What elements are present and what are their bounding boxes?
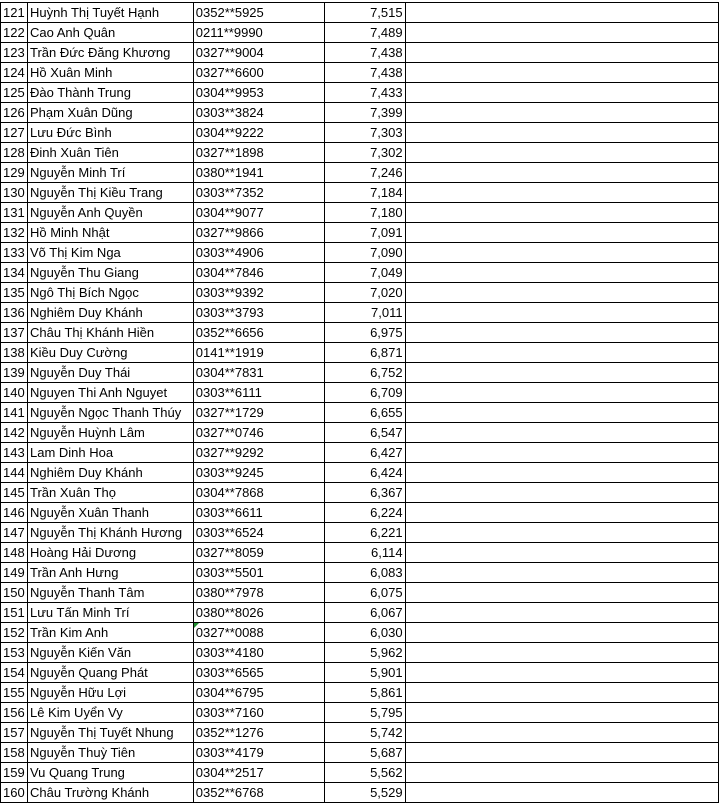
cell-phone[interactable]: 0304**7846 bbox=[193, 263, 324, 283]
cell-stt[interactable]: 144 bbox=[1, 463, 28, 483]
cell-stt[interactable]: 138 bbox=[1, 343, 28, 363]
cell-score[interactable]: 6,655 bbox=[324, 403, 405, 423]
cell-score[interactable]: 7,049 bbox=[324, 263, 405, 283]
table-row bbox=[1, 503, 719, 523]
cell-empty[interactable] bbox=[405, 603, 718, 623]
cell-stt[interactable]: 159 bbox=[1, 763, 28, 783]
cell-phone[interactable]: 0352**6768 bbox=[193, 783, 324, 803]
cell-empty[interactable] bbox=[405, 183, 718, 203]
cell-phone[interactable]: 0327**8059 bbox=[193, 543, 324, 563]
cell-stt[interactable]: 129 bbox=[1, 163, 28, 183]
cell-score[interactable]: 7,438 bbox=[324, 43, 405, 63]
cell-empty[interactable] bbox=[405, 683, 718, 703]
cell-phone[interactable]: 0327**0088 bbox=[193, 623, 324, 643]
cell-name[interactable]: Đinh Xuân Tiên bbox=[27, 143, 193, 163]
cell-stt[interactable]: 132 bbox=[1, 223, 28, 243]
cell-phone[interactable]: 0303**6611 bbox=[193, 503, 324, 523]
cell-score[interactable]: 5,687 bbox=[324, 743, 405, 763]
cell-phone[interactable]: 0303**4179 bbox=[193, 743, 324, 763]
cell-phone[interactable]: 0303**3824 bbox=[193, 103, 324, 123]
cell-name[interactable]: Cao Anh Quân bbox=[27, 23, 193, 43]
cell-phone[interactable]: 0327**6600 bbox=[193, 63, 324, 83]
cell-score[interactable]: 7,180 bbox=[324, 203, 405, 223]
table-row bbox=[1, 263, 719, 283]
table-row bbox=[1, 743, 719, 763]
cell-score[interactable]: 6,367 bbox=[324, 483, 405, 503]
cell-name[interactable]: Châu Trường Khánh bbox=[27, 783, 193, 803]
cell-phone[interactable]: 0327**9866 bbox=[193, 223, 324, 243]
cell-empty[interactable] bbox=[405, 463, 718, 483]
cell-empty[interactable] bbox=[405, 483, 718, 503]
cell-phone[interactable]: 0304**7831 bbox=[193, 363, 324, 383]
cell-stt[interactable]: 157 bbox=[1, 723, 28, 743]
cell-name[interactable]: Nguyễn Quang Phát bbox=[27, 663, 193, 683]
table-row bbox=[1, 603, 719, 623]
table-row bbox=[1, 643, 719, 663]
cell-empty[interactable] bbox=[405, 743, 718, 763]
cell-phone[interactable]: 0304**9222 bbox=[193, 123, 324, 143]
cell-empty[interactable] bbox=[405, 303, 718, 323]
table-row bbox=[1, 703, 719, 723]
cell-empty[interactable] bbox=[405, 23, 718, 43]
spreadsheet-body bbox=[1, 3, 719, 803]
cell-phone[interactable]: 0303**5501 bbox=[193, 563, 324, 583]
cell-name[interactable]: Nguyễn Thị Tuyết Nhung bbox=[27, 723, 193, 743]
cell-empty[interactable] bbox=[405, 3, 718, 23]
cell-empty[interactable] bbox=[405, 203, 718, 223]
cell-name[interactable]: Nghiêm Duy Khánh bbox=[27, 463, 193, 483]
table-row bbox=[1, 363, 719, 383]
cell-stt[interactable]: 123 bbox=[1, 43, 28, 63]
cell-score[interactable]: 5,529 bbox=[324, 783, 405, 803]
cell-name[interactable]: Lưu Tấn Minh Trí bbox=[27, 603, 193, 623]
cell-name[interactable]: Nguyễn Hữu Lợi bbox=[27, 683, 193, 703]
cell-score[interactable]: 5,795 bbox=[324, 703, 405, 723]
cell-name[interactable]: Đào Thành Trung bbox=[27, 83, 193, 103]
cell-empty[interactable] bbox=[405, 723, 718, 743]
cell-stt[interactable]: 126 bbox=[1, 103, 28, 123]
cell-stt[interactable]: 147 bbox=[1, 523, 28, 543]
table-row bbox=[1, 283, 719, 303]
cell-score[interactable]: 6,709 bbox=[324, 383, 405, 403]
cell-phone[interactable]: 0327**1898 bbox=[193, 143, 324, 163]
cell-stt[interactable]: 131 bbox=[1, 203, 28, 223]
table-row bbox=[1, 463, 719, 483]
cell-stt[interactable]: 121 bbox=[1, 3, 28, 23]
cell-score[interactable]: 6,075 bbox=[324, 583, 405, 603]
cell-empty[interactable] bbox=[405, 63, 718, 83]
cell-name[interactable]: Vu Quang Trung bbox=[27, 763, 193, 783]
cell-phone[interactable]: 0304**9953 bbox=[193, 83, 324, 103]
cell-name[interactable]: Võ Thị Kim Nga bbox=[27, 243, 193, 263]
table-row bbox=[1, 483, 719, 503]
cell-name[interactable]: Nguyễn Xuân Thanh bbox=[27, 503, 193, 523]
cell-score[interactable]: 5,962 bbox=[324, 643, 405, 663]
cell-name[interactable]: Nguyen Thi Anh Nguyet bbox=[27, 383, 193, 403]
cell-phone[interactable]: 0380**7978 bbox=[193, 583, 324, 603]
cell-phone[interactable]: 0304**6795 bbox=[193, 683, 324, 703]
cell-empty[interactable] bbox=[405, 103, 718, 123]
cell-empty[interactable] bbox=[405, 263, 718, 283]
cell-score[interactable]: 6,224 bbox=[324, 503, 405, 523]
table-row bbox=[1, 383, 719, 403]
cell-empty[interactable] bbox=[405, 663, 718, 683]
cell-name[interactable]: Nguyễn Thanh Tâm bbox=[27, 583, 193, 603]
cell-empty[interactable] bbox=[405, 83, 718, 103]
cell-stt[interactable]: 155 bbox=[1, 683, 28, 703]
cell-stt[interactable]: 145 bbox=[1, 483, 28, 503]
cell-empty[interactable] bbox=[405, 543, 718, 563]
cell-empty[interactable] bbox=[405, 623, 718, 643]
cell-name[interactable]: Nguyễn Duy Thái bbox=[27, 363, 193, 383]
cell-phone[interactable]: 0303**6524 bbox=[193, 523, 324, 543]
table-row bbox=[1, 23, 719, 43]
cell-score[interactable]: 6,547 bbox=[324, 423, 405, 443]
cell-phone[interactable]: 0304**9077 bbox=[193, 203, 324, 223]
cell-score[interactable]: 7,020 bbox=[324, 283, 405, 303]
cell-name[interactable]: Hoàng Hải Dương bbox=[27, 543, 193, 563]
cell-score[interactable]: 6,427 bbox=[324, 443, 405, 463]
cell-phone[interactable]: 0141**1919 bbox=[193, 343, 324, 363]
cell-score[interactable]: 6,221 bbox=[324, 523, 405, 543]
cell-name[interactable]: Ngô Thị Bích Ngọc bbox=[27, 283, 193, 303]
table-row bbox=[1, 523, 719, 543]
cell-stt[interactable]: 154 bbox=[1, 663, 28, 683]
table-row bbox=[1, 163, 719, 183]
cell-score[interactable]: 6,083 bbox=[324, 563, 405, 583]
cell-score[interactable]: 7,303 bbox=[324, 123, 405, 143]
cell-empty[interactable] bbox=[405, 503, 718, 523]
cell-empty[interactable] bbox=[405, 223, 718, 243]
cell-stt[interactable]: 148 bbox=[1, 543, 28, 563]
cell-name[interactable]: Lam Dinh Hoa bbox=[27, 443, 193, 463]
cell-stt[interactable]: 124 bbox=[1, 63, 28, 83]
table-row bbox=[1, 183, 719, 203]
cell-name[interactable]: Kiều Duy Cường bbox=[27, 343, 193, 363]
cell-name[interactable]: Huỳnh Thị Tuyết Hạnh bbox=[27, 3, 193, 23]
table-row bbox=[1, 83, 719, 103]
table-row bbox=[1, 563, 719, 583]
cell-stt[interactable]: 122 bbox=[1, 23, 28, 43]
cell-empty[interactable] bbox=[405, 523, 718, 543]
table-row bbox=[1, 303, 719, 323]
cell-score[interactable]: 7,011 bbox=[324, 303, 405, 323]
cell-name[interactable]: Nguyễn Thị Kiều Trang bbox=[27, 183, 193, 203]
cell-stt[interactable]: 146 bbox=[1, 503, 28, 523]
cell-phone[interactable]: 0327**0746 bbox=[193, 423, 324, 443]
cell-stt[interactable]: 152 bbox=[1, 623, 28, 643]
cell-stt[interactable]: 149 bbox=[1, 563, 28, 583]
table-row bbox=[1, 443, 719, 463]
cell-stt[interactable]: 153 bbox=[1, 643, 28, 663]
cell-name[interactable]: Nguyễn Ngọc Thanh Thúy bbox=[27, 403, 193, 423]
cell-phone[interactable]: 0303**3793 bbox=[193, 303, 324, 323]
cell-name[interactable]: Lê Kim Uyển Vy bbox=[27, 703, 193, 723]
cell-empty[interactable] bbox=[405, 583, 718, 603]
table-row bbox=[1, 583, 719, 603]
cell-phone[interactable]: 0327**9004 bbox=[193, 43, 324, 63]
cell-score[interactable]: 7,184 bbox=[324, 183, 405, 203]
table-row bbox=[1, 3, 719, 23]
cell-empty[interactable] bbox=[405, 423, 718, 443]
cell-stt[interactable]: 128 bbox=[1, 143, 28, 163]
cell-stt[interactable]: 125 bbox=[1, 83, 28, 103]
cell-name[interactable]: Trần Đức Đăng Khương bbox=[27, 43, 193, 63]
cell-name[interactable]: Nguyễn Anh Quyền bbox=[27, 203, 193, 223]
cell-score[interactable]: 7,091 bbox=[324, 223, 405, 243]
cell-stt[interactable]: 135 bbox=[1, 283, 28, 303]
cell-score[interactable]: 5,562 bbox=[324, 763, 405, 783]
cell-score[interactable]: 7,302 bbox=[324, 143, 405, 163]
cell-stt[interactable]: 134 bbox=[1, 263, 28, 283]
cell-score[interactable]: 7,433 bbox=[324, 83, 405, 103]
cell-empty[interactable] bbox=[405, 563, 718, 583]
table-row bbox=[1, 63, 719, 83]
cell-name[interactable]: Trần Xuân Thọ bbox=[27, 483, 193, 503]
cell-empty[interactable] bbox=[405, 343, 718, 363]
cell-stt[interactable]: 142 bbox=[1, 423, 28, 443]
cell-empty[interactable] bbox=[405, 403, 718, 423]
cell-score[interactable]: 6,975 bbox=[324, 323, 405, 343]
cell-phone[interactable]: 0303**4180 bbox=[193, 643, 324, 663]
table-row bbox=[1, 543, 719, 563]
table-row bbox=[1, 403, 719, 423]
table-row bbox=[1, 243, 719, 263]
table-row bbox=[1, 683, 719, 703]
cell-phone[interactable]: 0327**1729 bbox=[193, 403, 324, 423]
cell-empty[interactable] bbox=[405, 143, 718, 163]
table-row bbox=[1, 203, 719, 223]
cell-stt[interactable]: 158 bbox=[1, 743, 28, 763]
cell-empty[interactable] bbox=[405, 383, 718, 403]
cell-phone[interactable]: 0303**6111 bbox=[193, 383, 324, 403]
cell-phone[interactable]: 0303**7160 bbox=[193, 703, 324, 723]
cell-phone[interactable]: 0352**5925 bbox=[193, 3, 324, 23]
cell-stt[interactable]: 140 bbox=[1, 383, 28, 403]
cell-score[interactable]: 7,515 bbox=[324, 3, 405, 23]
cell-stt[interactable]: 141 bbox=[1, 403, 28, 423]
cell-phone[interactable]: 0380**1941 bbox=[193, 163, 324, 183]
cell-empty[interactable] bbox=[405, 363, 718, 383]
cell-empty[interactable] bbox=[405, 643, 718, 663]
cell-name[interactable]: Nguyễn Thu Giang bbox=[27, 263, 193, 283]
cell-score[interactable]: 7,399 bbox=[324, 103, 405, 123]
spreadsheet-table bbox=[0, 2, 719, 803]
table-row bbox=[1, 43, 719, 63]
cell-score[interactable]: 7,438 bbox=[324, 63, 405, 83]
cell-score[interactable]: 5,861 bbox=[324, 683, 405, 703]
cell-empty[interactable] bbox=[405, 163, 718, 183]
cell-phone[interactable]: 0304**7868 bbox=[193, 483, 324, 503]
cell-stt[interactable]: 136 bbox=[1, 303, 28, 323]
cell-stt[interactable]: 139 bbox=[1, 363, 28, 383]
table-row bbox=[1, 223, 719, 243]
cell-phone[interactable]: 0327**9292 bbox=[193, 443, 324, 463]
cell-stt[interactable]: 133 bbox=[1, 243, 28, 263]
cell-name[interactable]: Nguyễn Kiến Văn bbox=[27, 643, 193, 663]
table-row bbox=[1, 123, 719, 143]
cell-score[interactable]: 6,114 bbox=[324, 543, 405, 563]
cell-name[interactable]: Châu Thị Khánh Hiền bbox=[27, 323, 193, 343]
cell-score[interactable]: 7,090 bbox=[324, 243, 405, 263]
cell-phone[interactable]: 0352**1276 bbox=[193, 723, 324, 743]
table-row bbox=[1, 783, 719, 803]
cell-name[interactable]: Nguyễn Thị Khánh Hương bbox=[27, 523, 193, 543]
cell-phone[interactable]: 0303**9245 bbox=[193, 463, 324, 483]
cell-score[interactable]: 6,067 bbox=[324, 603, 405, 623]
cell-empty[interactable] bbox=[405, 703, 718, 723]
cell-stt[interactable]: 137 bbox=[1, 323, 28, 343]
cell-name[interactable]: Nghiêm Duy Khánh bbox=[27, 303, 193, 323]
cell-stt[interactable]: 151 bbox=[1, 603, 28, 623]
cell-score[interactable]: 6,752 bbox=[324, 363, 405, 383]
cell-phone[interactable]: 0303**9392 bbox=[193, 283, 324, 303]
cell-score[interactable]: 5,742 bbox=[324, 723, 405, 743]
cell-empty[interactable] bbox=[405, 243, 718, 263]
cell-phone[interactable]: 0303**4906 bbox=[193, 243, 324, 263]
cell-name[interactable]: Trần Anh Hưng bbox=[27, 563, 193, 583]
cell-score[interactable]: 5,901 bbox=[324, 663, 405, 683]
cell-empty[interactable] bbox=[405, 283, 718, 303]
cell-name[interactable]: Phạm Xuân Dũng bbox=[27, 103, 193, 123]
cell-phone[interactable]: 0380**8026 bbox=[193, 603, 324, 623]
cell-empty[interactable] bbox=[405, 783, 718, 803]
table-row bbox=[1, 103, 719, 123]
cell-name[interactable]: Nguyễn Minh Trí bbox=[27, 163, 193, 183]
cell-stt[interactable]: 130 bbox=[1, 183, 28, 203]
table-row bbox=[1, 323, 719, 343]
table-row bbox=[1, 423, 719, 443]
cell-stt[interactable]: 160 bbox=[1, 783, 28, 803]
cell-name[interactable]: Trần Kim Anh bbox=[27, 623, 193, 643]
cell-phone[interactable]: 0303**7352 bbox=[193, 183, 324, 203]
cell-score[interactable]: 6,424 bbox=[324, 463, 405, 483]
table-row bbox=[1, 143, 719, 163]
cell-score[interactable]: 6,030 bbox=[324, 623, 405, 643]
cell-empty[interactable] bbox=[405, 43, 718, 63]
cell-name[interactable]: Lưu Đức Bình bbox=[27, 123, 193, 143]
cell-stt[interactable]: 150 bbox=[1, 583, 28, 603]
cell-score[interactable]: 7,246 bbox=[324, 163, 405, 183]
cell-empty[interactable] bbox=[405, 323, 718, 343]
cell-name[interactable]: Nguyễn Thuỳ Tiên bbox=[27, 743, 193, 763]
table-row bbox=[1, 623, 719, 643]
cell-phone[interactable]: 0304**2517 bbox=[193, 763, 324, 783]
cell-stt[interactable]: 156 bbox=[1, 703, 28, 723]
cell-name[interactable]: Nguyễn Huỳnh Lâm bbox=[27, 423, 193, 443]
table-row bbox=[1, 723, 719, 743]
cell-score[interactable]: 6,871 bbox=[324, 343, 405, 363]
cell-score[interactable]: 7,489 bbox=[324, 23, 405, 43]
cell-phone[interactable]: 0303**6565 bbox=[193, 663, 324, 683]
cell-empty[interactable] bbox=[405, 443, 718, 463]
cell-empty[interactable] bbox=[405, 763, 718, 783]
cell-name[interactable]: Hồ Minh Nhật bbox=[27, 223, 193, 243]
cell-phone[interactable]: 0352**6656 bbox=[193, 323, 324, 343]
cell-empty[interactable] bbox=[405, 123, 718, 143]
table-row bbox=[1, 343, 719, 363]
cell-stt[interactable]: 143 bbox=[1, 443, 28, 463]
cell-stt[interactable]: 127 bbox=[1, 123, 28, 143]
table-row bbox=[1, 763, 719, 783]
cell-phone[interactable]: 0211**9990 bbox=[193, 23, 324, 43]
cell-name[interactable]: Hồ Xuân Minh bbox=[27, 63, 193, 83]
table-row bbox=[1, 663, 719, 683]
